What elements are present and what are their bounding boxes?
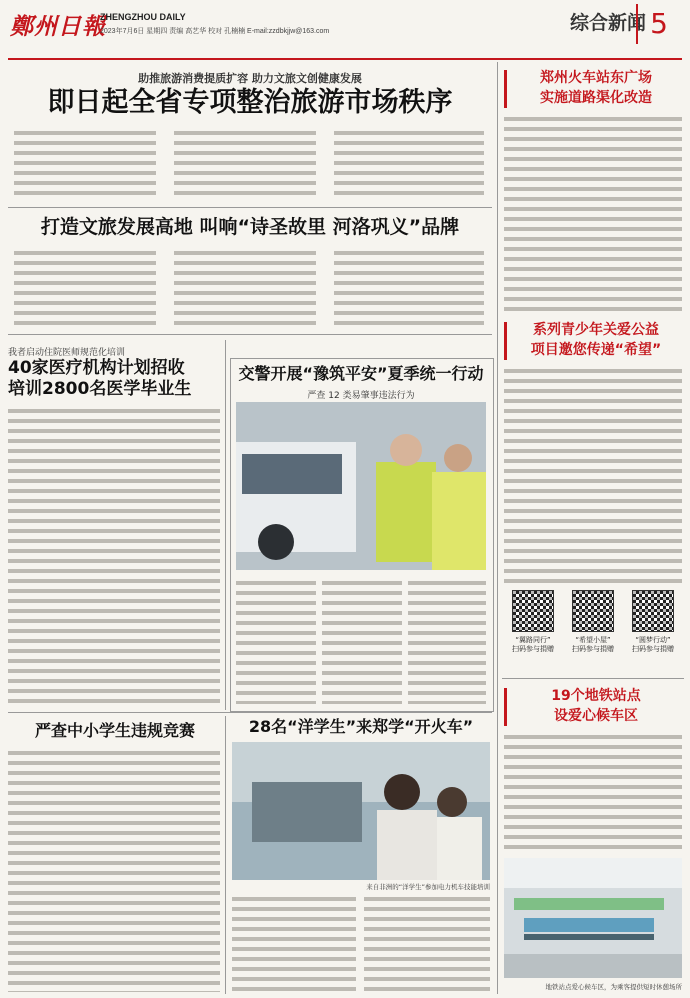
training-photo-icon: [232, 742, 490, 880]
story4-body-col3: [408, 578, 486, 704]
metro-waiting-area-photo-icon: [504, 858, 682, 978]
story4-subhead: 严查 12 类易肇事违法行为: [307, 391, 415, 401]
qr-label-line2: 扫码参与捐赠: [632, 645, 674, 653]
qr-label: [503, 636, 563, 654]
story3-headline-line1: 40家医疗机构计划招收: [8, 358, 185, 378]
story2-headline: 打造文旅发展高地 叫响“诗圣故里 河洛巩义”品牌: [40, 216, 460, 238]
headline-accent-bar: [504, 70, 507, 108]
traffic-police-photo-icon: [236, 402, 486, 570]
right3-headline-line2: 设爱心候车区: [554, 708, 638, 724]
lead-kicker: 助推旅游消费提质扩容 助力文旅文创健康发展: [138, 72, 362, 85]
qr-label: [623, 636, 683, 654]
story6-photo-caption: 来自非洲的“洋学生”参加电力机车技能培训: [366, 883, 490, 891]
right3-headline-line1: 19个地铁站点: [551, 688, 641, 704]
qr-label: [563, 636, 623, 654]
story5-body: [8, 748, 220, 992]
page-number: 5: [636, 4, 680, 44]
issue-info: 2023年7月6日 星期四 责编 高艺华 校对 孔楠楠 E-mail:zzdbkjjw@163.com: [100, 28, 330, 35]
column-divider: [225, 340, 226, 710]
story6-photo: [232, 742, 490, 880]
story3-headline-line2: 培训2800名医学毕业生: [8, 379, 192, 399]
headline-accent-bar: [504, 688, 507, 726]
story2-body-col2: [174, 248, 316, 328]
story2-body-col3: [334, 248, 484, 328]
lead-body-col1: [14, 128, 156, 200]
story4-headline: 交警开展“豫筑平安”夏季统一行动: [238, 364, 484, 383]
right1-body: [504, 114, 682, 312]
right3-body: [504, 732, 682, 852]
story5-headline: 严查中小学生违规竞赛: [34, 721, 195, 740]
divider: [502, 678, 684, 679]
lead-headline: 即日起全省专项整治旅游市场秩序: [47, 87, 453, 118]
story4-body-col2: [322, 578, 402, 704]
right-column-divider: [497, 62, 498, 994]
qr-code-icon[interactable]: [632, 590, 674, 632]
qr-label-line2: 扫码参与捐赠: [512, 645, 554, 653]
lead-body-col2: [174, 128, 316, 200]
column-divider: [225, 716, 226, 994]
divider: [8, 334, 492, 335]
masthead-rule: [8, 58, 682, 60]
divider: [8, 712, 492, 713]
right3-photo-caption: 地铁站点爱心候车区，为乘客提供短时休憩场所: [545, 983, 682, 991]
story6-body-col1: [232, 894, 356, 992]
lead-body-col3: [334, 128, 484, 200]
right2-body: [504, 366, 682, 584]
qr-label-line1: “翼路同行”: [515, 636, 551, 644]
story3-body: [8, 406, 220, 706]
newspaper-logo: 鄭州日報: [10, 13, 106, 40]
qr-label-line1: “圆梦行动”: [635, 636, 671, 644]
newspaper-english-name: ZHENGZHOU DAILY: [100, 12, 186, 22]
qr-label-line2: 扫码参与捐赠: [572, 645, 614, 653]
qr-code-icon[interactable]: [512, 590, 554, 632]
divider: [8, 207, 492, 208]
qr-label-line1: “希望小屋”: [575, 636, 611, 644]
qr-code-row: [504, 590, 682, 666]
story4-body-col1: [236, 578, 316, 704]
story6-body-col2: [364, 894, 490, 992]
story2-body-col1: [14, 248, 156, 328]
right2-headline-line1: 系列青少年关爱公益: [533, 322, 659, 338]
story4-photo: [236, 402, 486, 570]
right2-headline-line2: 项目邀您传递“希望”: [530, 342, 662, 358]
section-title: 综合新闻: [570, 12, 647, 34]
story3-kicker: 我者启动住院医师规范化培训: [8, 348, 126, 358]
right1-headline-line1: 郑州火车站东广场: [540, 70, 652, 86]
headline-accent-bar: [504, 322, 507, 360]
masthead: [0, 0, 690, 62]
right3-photo: [504, 858, 682, 978]
right1-headline-line2: 实施道路渠化改造: [540, 90, 652, 106]
qr-code-icon[interactable]: [572, 590, 614, 632]
story6-headline: 28名“洋学生”来郑学“开火车”: [248, 717, 474, 736]
